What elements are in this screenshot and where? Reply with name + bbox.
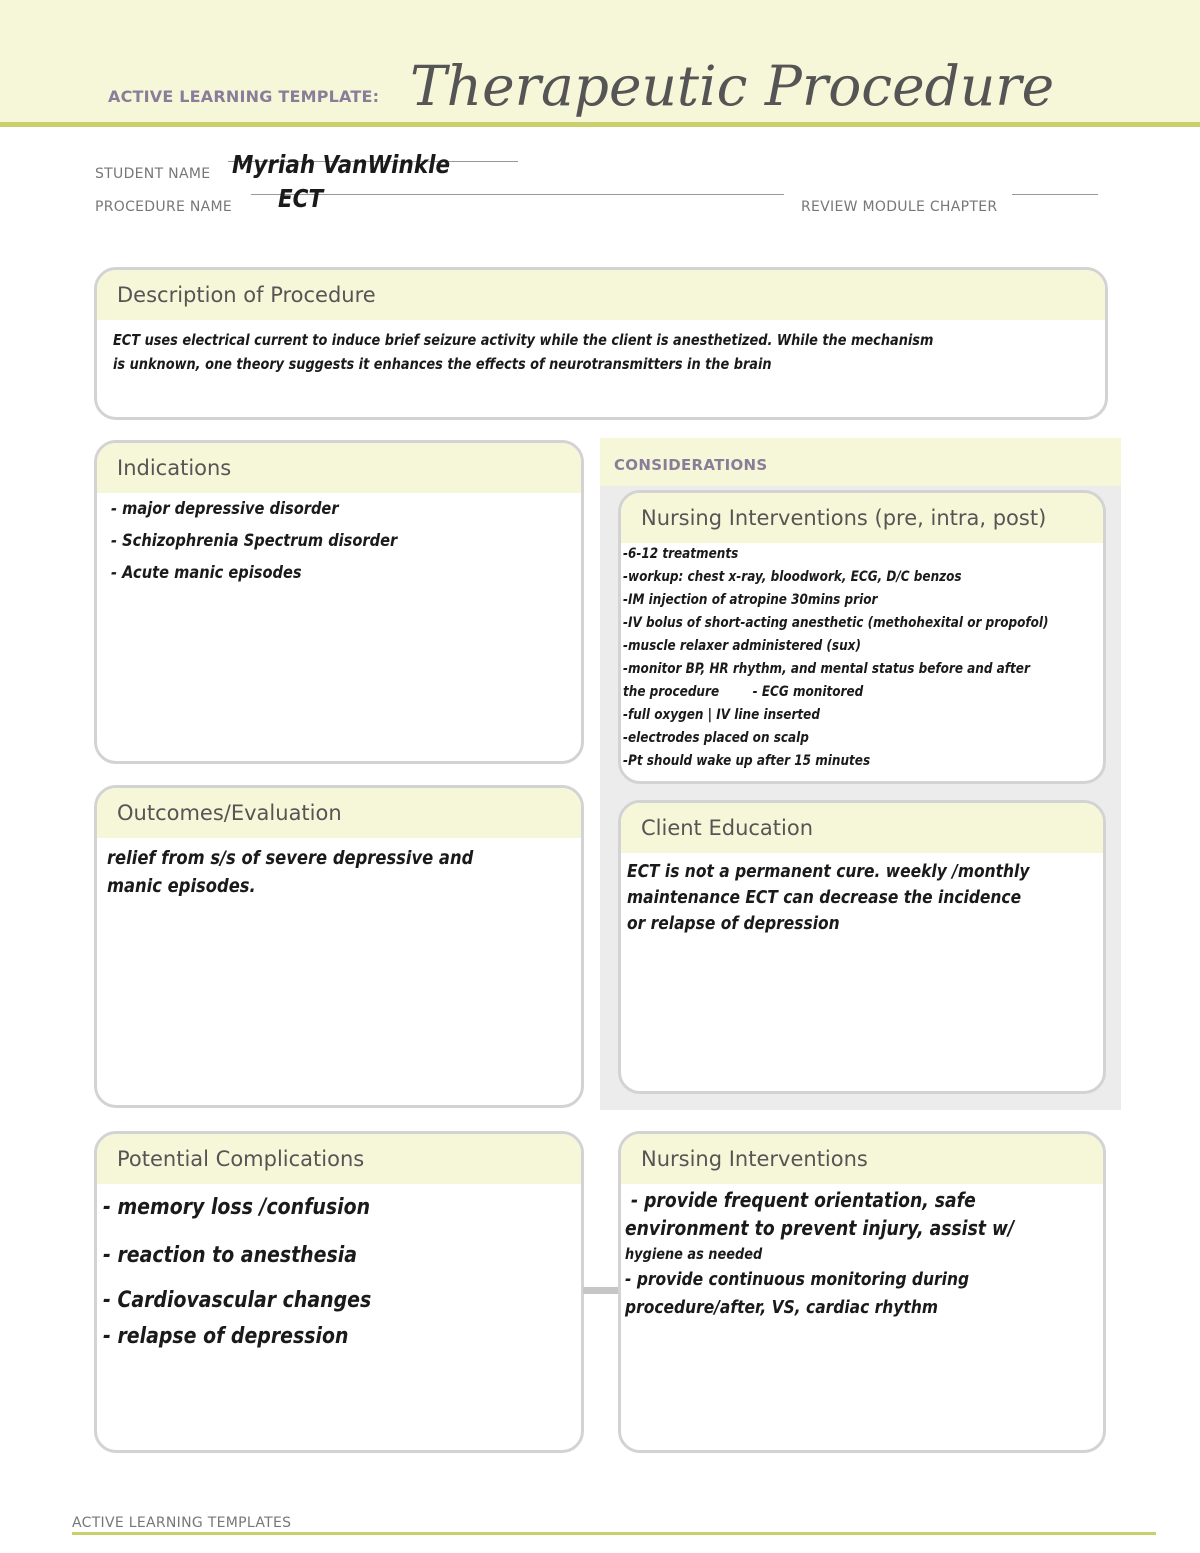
- nursing-pre-title: Nursing Interventions (pre, intra, post): [621, 493, 1103, 543]
- template-label: ACTIVE LEARNING TEMPLATE:: [108, 87, 380, 106]
- indications-box: [94, 440, 584, 764]
- nursing-pre-line: the procedure - ECG monitored: [623, 684, 864, 700]
- footer-rule: [72, 1532, 1156, 1535]
- nursing-intervention-line: environment to prevent injury, assist w/: [625, 1216, 1015, 1240]
- description-title: Description of Procedure: [97, 270, 1105, 320]
- indications-title: Indications: [97, 443, 581, 493]
- outcomes-line: manic episodes.: [107, 875, 256, 897]
- complications-body[interactable]: [97, 1184, 581, 1352]
- complication-item: - reaction to anesthesia: [103, 1243, 357, 1268]
- outcomes-title: Outcomes/Evaluation: [97, 788, 581, 838]
- nursing-pre-intra-post-box: [618, 490, 1106, 784]
- indications-body[interactable]: [97, 493, 581, 589]
- nursing-pre-line: -electrodes placed on scalp: [623, 730, 809, 746]
- nursing-pre-line: -full oxygen | IV line inserted: [623, 707, 820, 723]
- nursing-interventions-box: [618, 1131, 1106, 1453]
- client-education-box: [618, 800, 1106, 1094]
- review-module-line: [1012, 194, 1098, 195]
- nursing-pre-line: -6-12 treatments: [623, 546, 739, 562]
- indication-item: - Schizophrenia Spectrum disorder: [111, 531, 398, 551]
- page-title: Therapeutic Procedure: [410, 54, 1055, 118]
- procedure-name-value[interactable]: ECT: [278, 184, 324, 213]
- complication-item: - memory loss /confusion: [103, 1195, 371, 1220]
- student-name-value[interactable]: Myriah VanWinkle: [232, 150, 451, 179]
- considerations-label: CONSIDERATIONS: [614, 456, 768, 474]
- client-education-title: Client Education: [621, 803, 1103, 853]
- review-module-label: REVIEW MODULE CHAPTER: [801, 199, 998, 215]
- nursing-intervention-line: hygiene as needed: [625, 1245, 763, 1263]
- outcomes-body[interactable]: [97, 838, 581, 900]
- client-education-line: ECT is not a permanent cure. weekly /monthly: [627, 861, 1030, 882]
- nursing-intervention-line: procedure/after, VS, cardiac rhythm: [625, 1297, 938, 1318]
- footer-label: ACTIVE LEARNING TEMPLATES: [72, 1515, 292, 1531]
- complication-item: - Cardiovascular changes: [103, 1288, 372, 1313]
- complications-title: Potential Complications: [97, 1134, 581, 1184]
- nursing-pre-line: -muscle relaxer administered (sux): [623, 638, 861, 654]
- nursing-pre-line: -IV bolus of short-acting anesthetic (methohexital or propofol): [623, 615, 1049, 631]
- nursing-interventions-title: Nursing Interventions: [621, 1134, 1103, 1184]
- complications-box: [94, 1131, 584, 1453]
- complication-item: - relapse of depression: [103, 1324, 349, 1349]
- description-box: [94, 267, 1108, 420]
- client-education-line: or relapse of depression: [627, 913, 840, 934]
- procedure-name-label: PROCEDURE NAME: [95, 199, 233, 215]
- nursing-pre-line: -monitor BP, HR rhythm, and mental status before and after: [623, 661, 1030, 677]
- indication-item: - Acute manic episodes: [111, 563, 302, 583]
- indication-item: - major depressive disorder: [111, 499, 339, 519]
- student-name-label: STUDENT NAME: [95, 166, 211, 182]
- outcomes-box: [94, 785, 584, 1108]
- client-education-line: maintenance ECT can decrease the incidence: [627, 887, 1022, 908]
- client-education-body[interactable]: [621, 853, 1103, 937]
- header-rule: [0, 122, 1200, 127]
- nursing-intervention-line: - provide continuous monitoring during: [625, 1269, 970, 1290]
- outcomes-line: relief from s/s of severe depressive and: [107, 847, 474, 869]
- nursing-pre-line: -IM injection of atropine 30mins prior: [623, 592, 878, 608]
- description-line: ECT uses electrical current to induce brief seizure activity while the client is anesthetized. While the mechanism: [113, 331, 934, 349]
- nursing-interventions-body[interactable]: [621, 1184, 1103, 1322]
- nursing-intervention-line: - provide frequent orientation, safe: [625, 1188, 976, 1212]
- nursing-pre-line: -Pt should wake up after 15 minutes: [623, 753, 871, 769]
- procedure-name-line: [251, 194, 784, 195]
- description-body[interactable]: [97, 320, 1105, 376]
- nursing-pre-body[interactable]: [621, 543, 1103, 773]
- connector-bar: [583, 1287, 619, 1294]
- nursing-pre-line: -workup: chest x-ray, bloodwork, ECG, D/C benzos: [623, 569, 962, 585]
- description-line: is unknown, one theory suggests it enhances the effects of neurotransmitters in the brain: [113, 355, 772, 373]
